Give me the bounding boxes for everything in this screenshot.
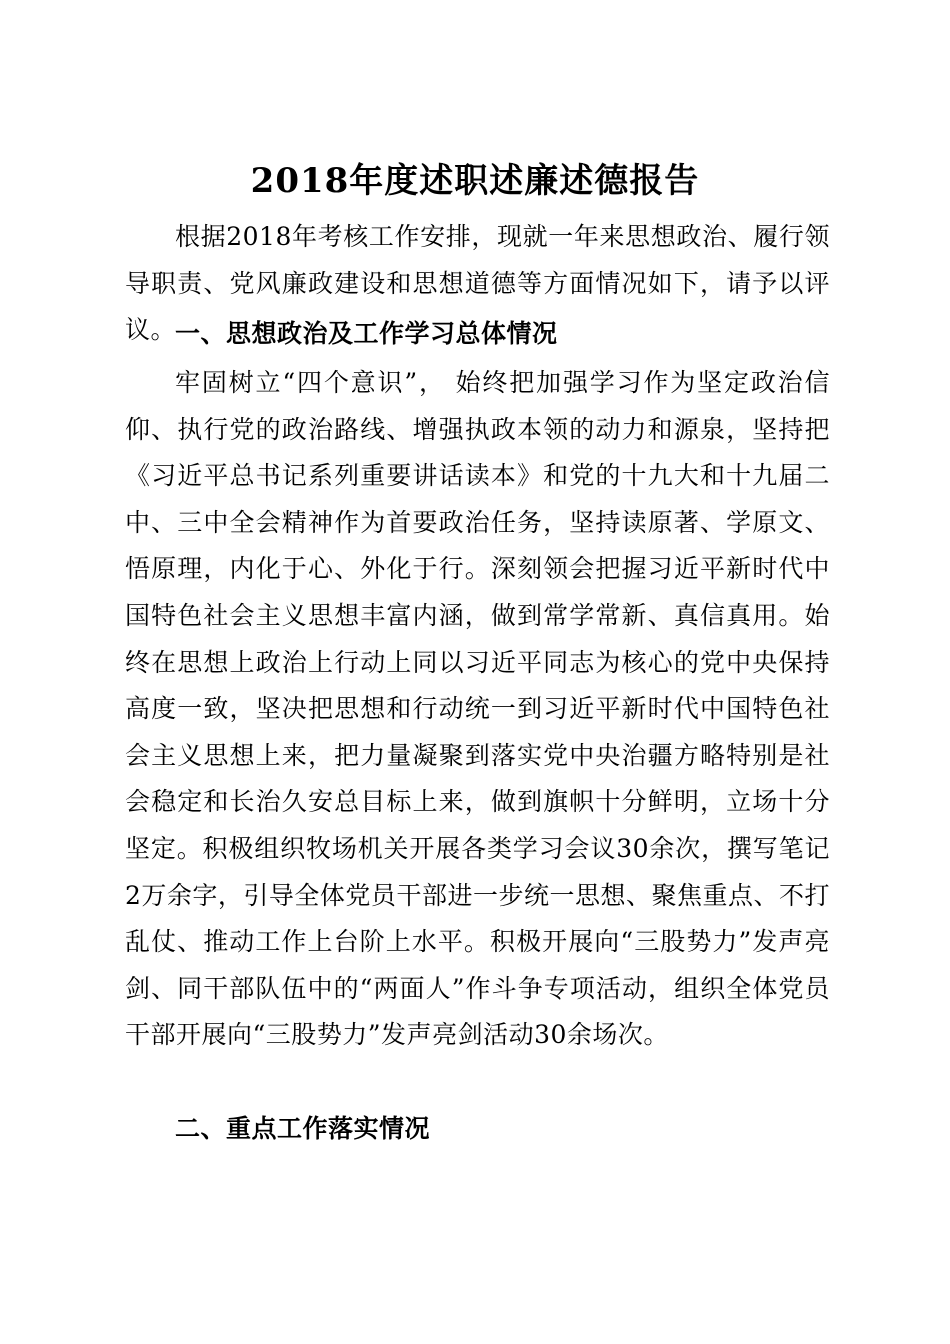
section-1-paragraph: 牢固树立“四个意识”， 始终把加强学习作为坚定政治信仰、执行党的政治路线、增强执政本领的动力和源泉，坚持把《习近平总书记系列重要讲话读本》和党的十九大和十九届二中、三中全会精神作为首要政治任务，坚持读原著、学原文、悟原理，内化于心、外化于行。深刻领会把握习近平新时代中国特色社会主义思想丰富内涵，做到常学常新、真信真用。始终在思想上政治上行动上同以习近平同志为核心的党中央保持高度一致，坚决把思想和行动统一到习近平新时代中国特色社会主义思想上来，把力量凝聚到落实党中央治疆方略特别是社会稳定和长治久安总目标上来，做到旗帜十分鲜明，立场十分坚定。积极组织牧场机关开展各类学习会议30余次，撰写笔记2万余字，引导全体党员干部进一步统一思想、聚焦重点、不打乱仗、推动工作上台阶上水平。积极开展向“三股势力”发声亮剑、同干部队伍中的“两面人”作斗争专项活动，组织全体党员干部开展向“三股势力”发声亮剑活动30余场次。 bbox=[125, 368, 830, 1050]
section-1-body bbox=[125, 360, 830, 1059]
section-heading-2: 二、重点工作落实情况 bbox=[175, 1114, 431, 1143]
document-title: 2018年度述职述廉述德报告 bbox=[250, 161, 700, 201]
intro-paragraph: 根据2018年考核工作安排，现就一年来思想政治、履行领导职责、党风廉政建设和思想道德等方面情况如下，请予以评议。 bbox=[125, 222, 830, 345]
section-heading-1: 一、思想政治及工作学习总体情况 bbox=[175, 319, 558, 348]
